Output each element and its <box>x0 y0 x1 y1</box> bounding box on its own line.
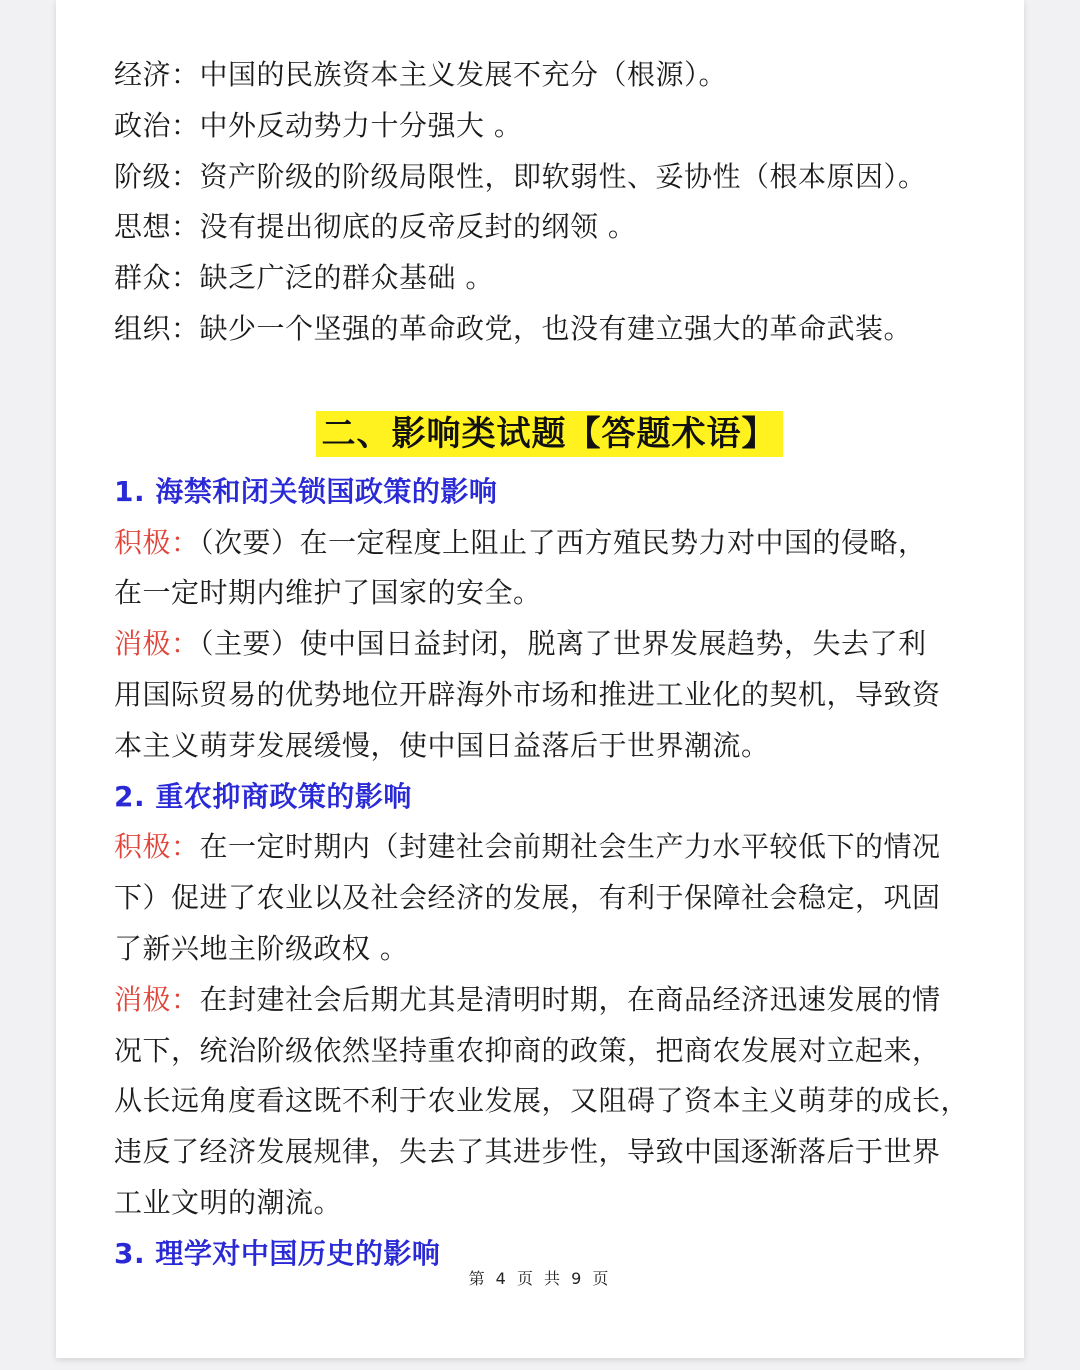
cause-economy: 经济：中国的民族资本主义发展不充分（根源）。 <box>114 58 728 91</box>
negative-text: （主要）使中国日益封闭，脱离了世界发展趋势，失去了利 <box>199 627 927 661</box>
positive-line <box>114 518 984 569</box>
positive-text-continued: 在一定时期内维护了国家的安全。 <box>114 576 542 610</box>
negative-label: 消极： <box>114 982 200 1016</box>
negative-text: 在封建社会后期尤其是清明时期，在商品经济迅速发展的情 <box>199 982 941 1016</box>
negative-text-continued: 工业文明的潮流。 <box>114 1185 343 1219</box>
cause-organization: 组织：缺少一个坚强的革命政党，也没有建立强大的革命武装。 <box>114 311 913 345</box>
cause-politics: 政治：中外反动势力十分强大 。 <box>114 108 523 142</box>
negative-text-continued: 本主义萌芽发展缓慢，使中国日益落后于世界潮流。 <box>114 728 770 762</box>
cause-thought: 思想：没有提出彻底的反帝反封的纲领 。 <box>114 210 637 244</box>
negative-label: 消极： <box>114 627 200 661</box>
negative-text-continued: 况下，统治阶级依然坚持重农抑商的政策，把商农发展对立起来， <box>114 1033 941 1067</box>
positive-text-continued: 了新兴地主阶级政权 。 <box>114 931 409 965</box>
item-heading: 2. 重农抑商政策的影响 <box>114 779 412 813</box>
positive-text: 在一定时期内（封建社会前期社会生产力水平较低下的情况 <box>199 830 941 864</box>
negative-text-continued: 违反了经济发展规律，失去了其进步性，导致中国逐渐落后于世界 <box>114 1135 941 1169</box>
positive-text-continued: 下）促进了农业以及社会经济的发展，有利于保障社会稳定，巩固 <box>114 881 941 915</box>
positive-label: 积极： <box>114 525 200 559</box>
item-heading: 1. 海禁和闭关锁国政策的影响 <box>114 474 498 508</box>
negative-line <box>114 975 984 1026</box>
section-title-row <box>114 411 984 463</box>
positive-label: 积极： <box>114 830 200 864</box>
spacer <box>114 355 984 411</box>
item-heading: 3. 理学对中国历史的影响 <box>114 1236 441 1270</box>
positive-text: （次要）在一定程度上阻止了西方殖民势力对中国的侵略， <box>199 525 927 559</box>
section-title: 二、影响类试题【答题术语】 <box>316 411 783 457</box>
document-page <box>56 0 1024 1358</box>
page-number: 第 4 页 共 9 页 <box>468 1269 612 1288</box>
page-content <box>114 50 984 1280</box>
negative-text-continued: 从长远角度看这既不利于农业发展，又阻碍了资本主义萌芽的成长， <box>114 1084 970 1118</box>
positive-line <box>114 822 984 873</box>
cause-masses: 群众：缺乏广泛的群众基础 。 <box>114 261 494 295</box>
negative-text-continued: 用国际贸易的优势地位开辟海外市场和推进工业化的契机，导致资 <box>114 677 941 711</box>
negative-line <box>114 619 984 670</box>
cause-class: 阶级：资产阶级的阶级局限性，即软弱性、妥协性（根本原因）。 <box>114 159 927 193</box>
